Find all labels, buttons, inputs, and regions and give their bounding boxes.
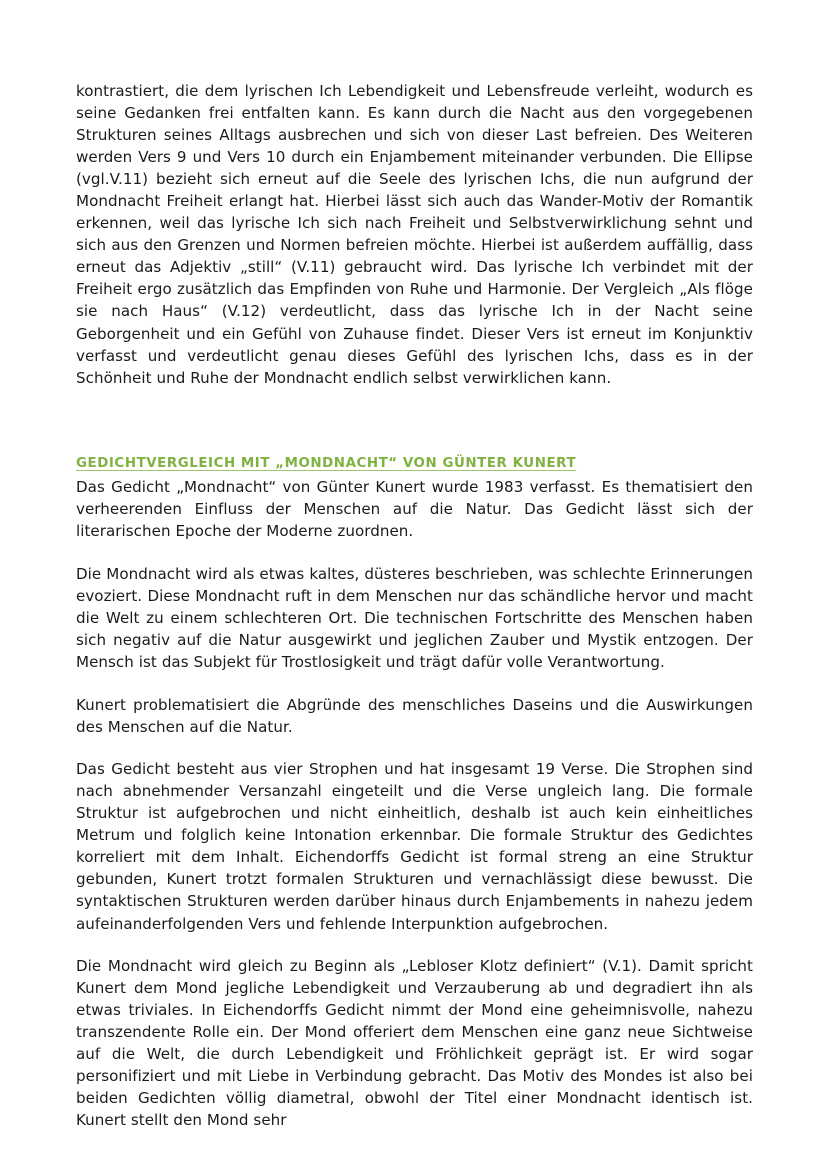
document-text-column (76, 80, 753, 1131)
section-paragraph-5: Die Mondnacht wird gleich zu Beginn als „Lebloser Klotz definiert“ (V.1). Damit spricht Kunert dem Mond jegliche Lebendigkeit und Verzauberung ab und degradiert ihn als etwas triviales. In Eichendorffs Gedicht nimmt der Mond eine geheimnisvolle, nahezu transzendente Rolle ein. Der Mond offeriert dem Menschen eine ganz neue Sichtweise auf die Welt, die durch Lebendigkeit und Fröhlichkeit geprägt ist. Er wird sogar personifiziert und mit Liebe in Verbindung gebracht. Das Motiv des Mondes ist also bei beiden Gedichten völlig diametral, obwohl der Titel einer Mondnacht identisch ist. Kunert stellt den Mond sehr (76, 957, 753, 1130)
paragraph-continuation: kontrastiert, die dem lyrischen Ich Lebendigkeit und Lebensfreude verleiht, wodurch es seine Gedanken frei entfalten kann. Es kann durch die Nacht aus den vorgegebenen Strukturen seines Alltags ausbrechen und sich von dieser Last befreien. Des Weiteren werden Vers 9 und Vers 10 durch ein Enjambement miteinander verbunden. Die Ellipse (vgl.V.11) bezieht sich erneut auf die Seele des lyrischen Ichs, die nun aufgrund der Mondnacht Freiheit erlangt hat. Hierbei lässt sich auch das Wander-Motiv der Romantik erkennen, weil das lyrische Ich sich nach Freiheit und Selbstverwirklichung sehnt und sich aus den Grenzen und Normen befreien möchte. Hierbei ist außerdem auffällig, dass erneut das Adjektiv „still“ (V.11) gebraucht wird. Das lyrische Ich verbindet mit der Freiheit ergo zusätzlich das Empfinden von Ruhe und Harmonie. Der Vergleich „Als flöge sie nach Haus“ (V.12) verdeutlicht, dass das lyrische Ich in der Nacht seine Geborgenheit und ein Gefühl von Zuhause findet. Dieser Vers ist erneut im Konjunktiv verfasst und verdeutlicht genau dieses Gefühl des lyrischen Ichs, dass es in der Schönheit und Ruhe der Mondnacht endlich selbst verwirklichen kann. (76, 82, 753, 387)
heading-spacer (76, 409, 753, 453)
section-paragraph-3: Kunert problematisiert die Abgründe des menschliches Daseins und die Auswirkungen des Menschen auf die Natur. (76, 695, 753, 736)
section-paragraph-4: Das Gedicht besteht aus vier Strophen und hat insgesamt 19 Verse. Die Strophen sind nach abnehmender Versanzahl eingeteilt und die Verse ungleich lang. Die formale Struktur ist aufgebrochen und nicht einheitlich, deshalb ist auch kein einheitliches Metrum und folglich keine Intonation erkennbar. Die formale Struktur des Gedichtes korreliert mit dem Inhalt. Eichendorffs Gedicht ist formal streng an eine Struktur gebunden, Kunert trotzt formalen Strukturen und vernachlässigt diese bewusst. Die syntaktischen Strukturen werden darüber hinaus durch Enjambements in nahezu jedem aufeinanderfolgenden Vers und fehlende Interpunktion aufgebrochen. (76, 760, 753, 933)
section-heading-gedichtvergleich: GEDICHTVERGLEICH MIT „MONDNACHT“ VON GÜNTER KUNERT (76, 456, 577, 472)
section-paragraph-1: Das Gedicht „Mondnacht“ von Günter Kunert wurde 1983 verfasst. Es thematisiert den verheerenden Einfluss der Menschen auf die Natur. Das Gedicht lässt sich der literarischen Epoche der Moderne zuordnen. (76, 478, 753, 541)
section-paragraph-2: Die Mondnacht wird als etwas kaltes, düsteres beschrieben, was schlechte Erinnerungen evoziert. Diese Mondnacht ruft in dem Menschen nur das schändliche hervor und macht die Welt zu einem schlechteren Ort. Die technischen Fortschritte des Menschen haben sich negativ auf die Natur ausgewirkt und jeglichen Zauber und Mystik entzogen. Der Mensch ist das Subjekt für Trostlosigkeit und trägt dafür volle Verantwortung. (76, 564, 753, 672)
